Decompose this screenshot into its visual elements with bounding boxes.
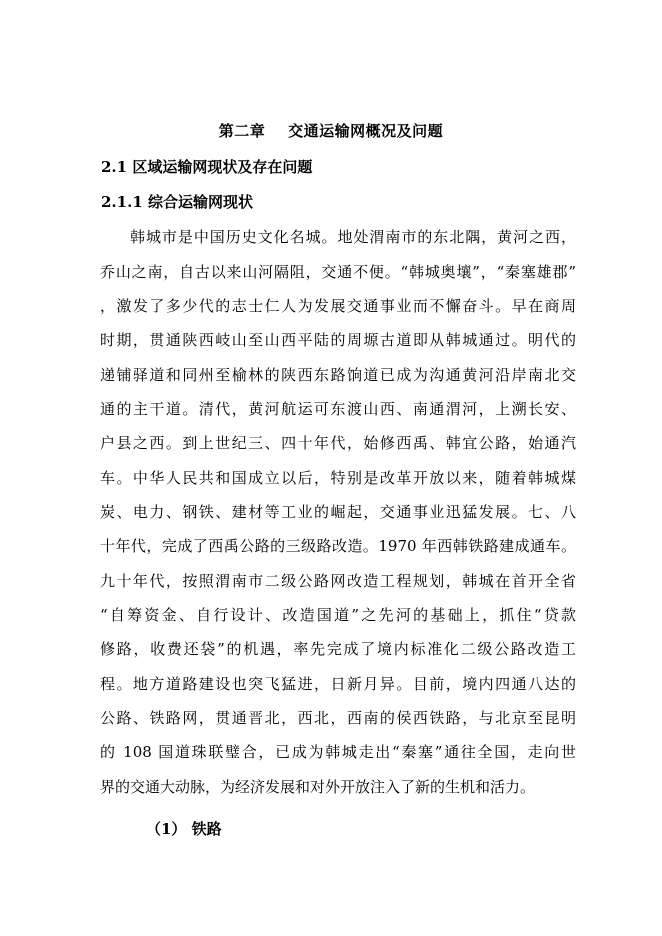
- paragraph-line: 程。地方道路建设也突飞猛进，日新月异。目前，境内四通八达的: [100, 675, 576, 693]
- paragraph-line: 的 108 国道珠联璧合，已成为韩城走出“秦塞”通往全国，走向世: [100, 743, 576, 761]
- paragraph-line: 递铺驿道和同州至榆林的陕西东路饷道已成为沟通黄河沿岸南北交: [100, 366, 576, 384]
- paragraph-line: 十年代，完成了西禹公路的三级路改造。1970 年西韩铁路建成通车。: [100, 537, 576, 555]
- paragraph-line: 户县之西。到上世纪三、四十年代，始修西禹、韩宜公路，始通汽: [100, 434, 576, 452]
- railway-subheading: （1） 铁路: [146, 820, 222, 838]
- paragraph-line: 九十年代，按照渭南市二级公路网改造工程规划，韩城在首开全省: [100, 572, 576, 590]
- paragraph-line: 界的交通大动脉，为经济发展和对外开放注入了新的生机和活力。: [100, 778, 536, 796]
- paragraph-line: 炭、电力、钢铁、建材等工业的崛起，交通事业迅猛发展。七、八: [100, 503, 576, 521]
- chapter-title: 第二章 交通运输网概况及问题: [218, 122, 444, 140]
- section-heading: 2.1 区域运输网现状及存在问题: [101, 158, 313, 176]
- subsection-heading: 2.1.1 综合运输网现状: [101, 193, 253, 211]
- paragraph-line: 车。中华人民共和国成立以后，特别是改革开放以来，随着韩城煤: [100, 469, 576, 487]
- paragraph-line: 时期，贯通陕西岐山至山西平陆的周塬古道即从韩城通过。明代的: [100, 331, 576, 349]
- paragraph-line: ，激发了多少代的志士仁人为发展交通事业而不懈奋斗。早在商周: [100, 297, 576, 315]
- paragraph-line: 乔山之南，自古以来山河隔阻，交通不便。“韩城奥壤”，“秦塞雄郡”: [100, 263, 576, 281]
- paragraph-line: 通的主干道。清代，黄河航运可东渡山西、南通渭河，上溯长安、: [100, 400, 576, 418]
- paragraph-line: 公路、铁路网，贯通晋北，西北，西南的侯西铁路，与北京至昆明: [100, 709, 576, 727]
- paragraph-line: “自筹资金、自行设计、改造国道”之先河的基础上，抓住“贷款: [100, 606, 576, 624]
- paragraph-line: 韩城市是中国历史文化名城。地处渭南市的东北隅，黄河之西，: [130, 228, 576, 246]
- paragraph-line: 修路，收费还袋”的机遇，率先完成了境内标准化二级公路改造工: [100, 640, 576, 658]
